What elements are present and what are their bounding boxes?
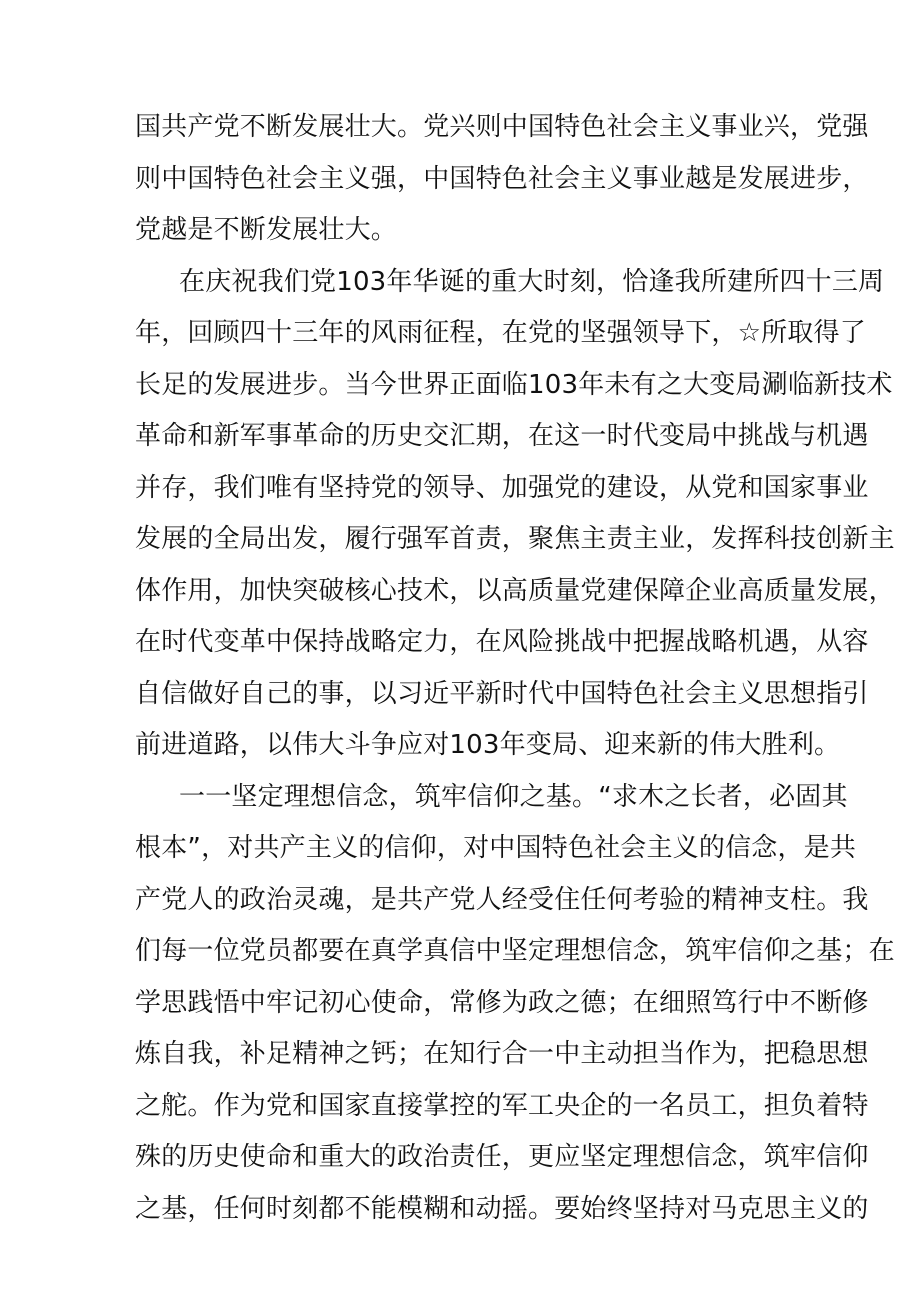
text-line: 长足的发展进步。当今世界正面临103年未有之大变局涮临新技术 — [135, 369, 893, 400]
body-text — [135, 102, 895, 1235]
text-line: 自信做好自己的事，以习近平新时代中国特色社会主义思想指引 — [135, 678, 869, 709]
text-line: 根本”，对共产主义的信仰，对中国特色社会主义的信念，是共 — [135, 833, 857, 863]
text-line: 体作用，加快突破核心技术，以高质量党建保障企业高质量发展， — [135, 575, 895, 606]
text-line: 在时代变革中保持战略定力，在风险挑战中把握战略机遇，从容 — [135, 627, 869, 657]
text-line: 在庆祝我们党103年华诞的重大时刻，恰逢我所建所四十三周 — [179, 266, 885, 297]
text-line: 一一坚定理想信念，筑牢信仰之基。“求木之长者，必固其 — [179, 781, 848, 812]
text-line: 殊的历史使命和重大的政治责任，更应坚定理想信念，筑牢信仰 — [135, 1142, 869, 1172]
text-line: 党越是不断发展壮大。 — [135, 215, 398, 245]
text-line: 炼自我，补足精神之钙；在知行合一中主动担当作为，把稳思想 — [135, 1039, 869, 1069]
text-line: 革命和新军事革命的历史交汇期，在这一时代变局中挑战与机遇 — [135, 421, 869, 451]
text-line: 学思践悟中牢记初心使命，常修为政之德；在细照笃行中不断修 — [135, 987, 869, 1018]
text-line: 之舵。作为党和国家直接掌控的军工央企的一名员工，担负着特 — [135, 1090, 869, 1121]
text-line: 并存，我们唯有坚持党的领导、加强党的建设，从党和国家事业 — [135, 472, 869, 503]
text-line: 们每一位党员都要在真学真信中坚定理想信念，筑牢信仰之基；在 — [135, 936, 895, 966]
text-line: 年，回顾四十三年的风雨征程，在党的坚强领导下，☆所取得了 — [135, 318, 866, 348]
text-line: 前进道路，以伟大斗争应对103年变局、迎来新的伟大胜利。 — [135, 730, 841, 760]
text-line: 国共产党不断发展壮大。党兴则中国特色社会主义事业兴，党强 — [135, 112, 869, 142]
text-line: 之基，任何时刻都不能模糊和动摇。要始终坚持对马克思主义的 — [135, 1193, 869, 1224]
text-line: 则中国特色社会主义强，中国特色社会主义事业越是发展进步， — [135, 163, 869, 194]
text-line: 发展的全局出发，履行强军首责，聚焦主责主业，发挥科技创新主 — [135, 524, 895, 554]
text-line: 产党人的政治灵魂，是共产党人经受住任何考验的精神支柱。我 — [135, 884, 869, 915]
